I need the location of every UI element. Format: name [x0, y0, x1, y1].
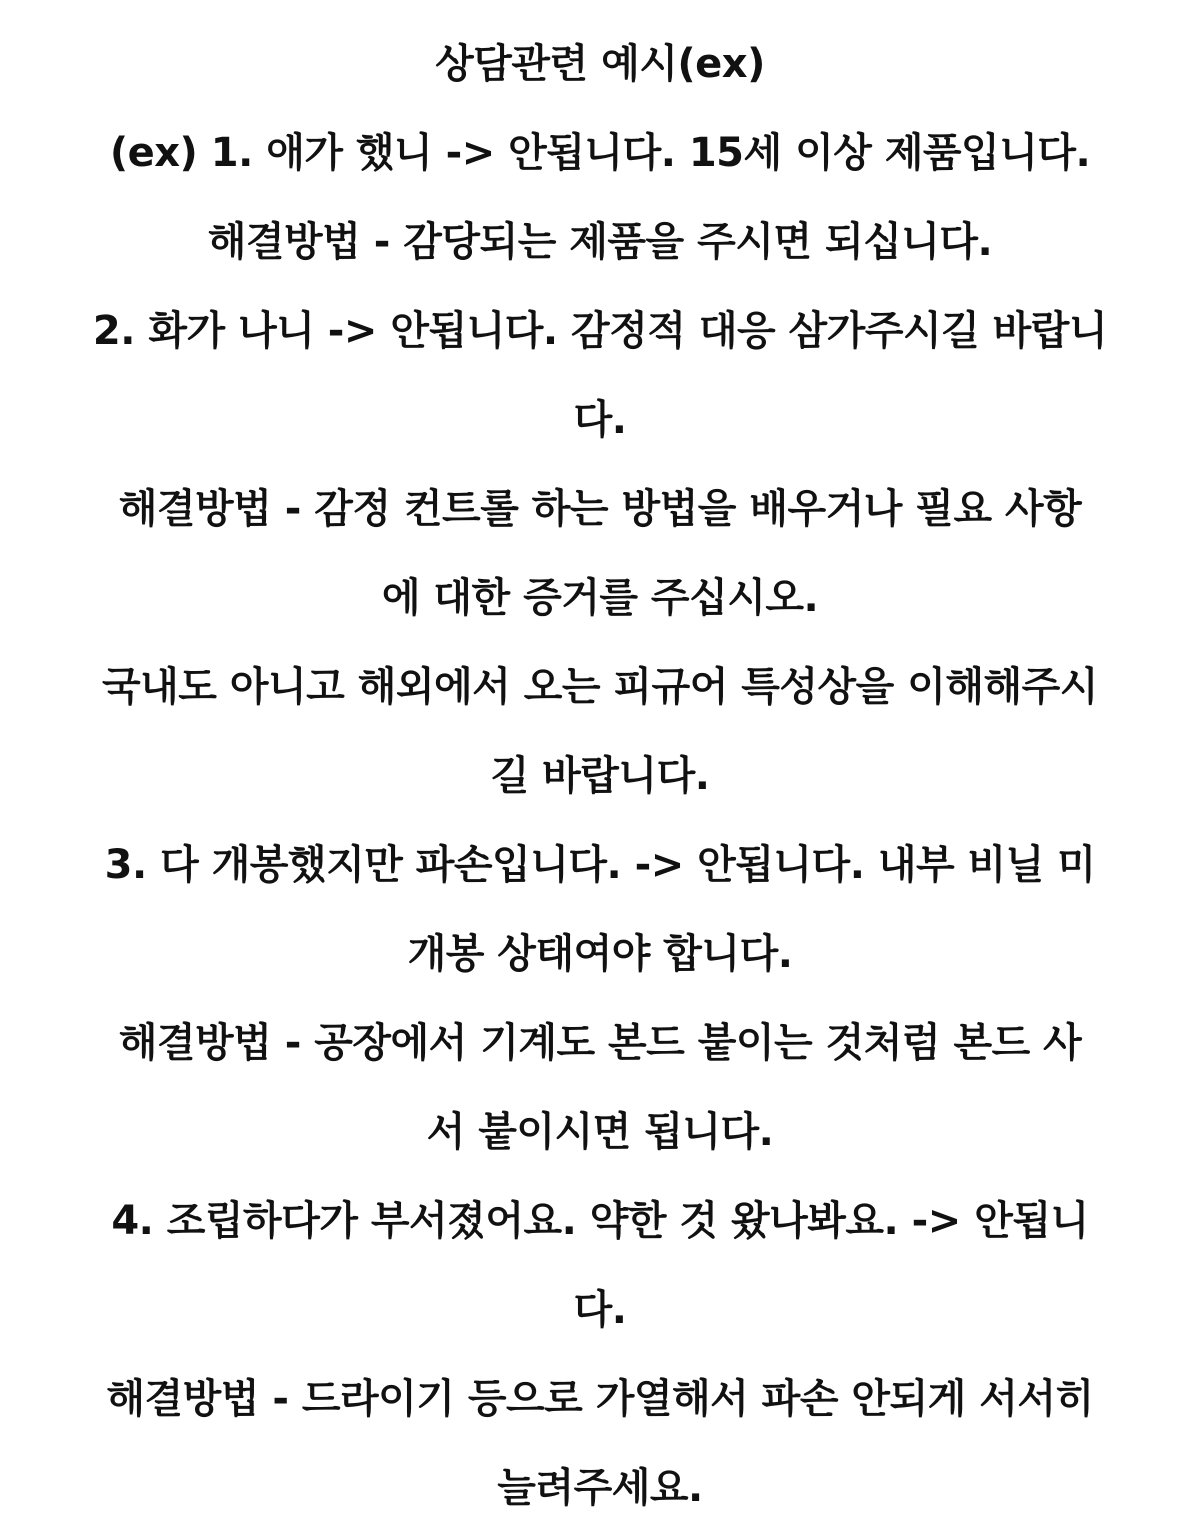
example-2-note-cont: 길 바랍니다. [490, 753, 710, 799]
example-4-question: 4. 조립하다가 부서졌어요. 약한 것 왔나봐요. -> 안됩니 [111, 1198, 1089, 1244]
example-4-solution-cont: 늘려주세요. [497, 1465, 703, 1511]
example-4-solution: 해결방법 - 드라이기 등으로 가열해서 파손 안되게 서서히 [106, 1376, 1094, 1422]
example-2-solution: 해결방법 - 감정 컨트롤 하는 방법을 배우거나 필요 사항 [118, 486, 1082, 532]
example-1-solution: 해결방법 - 감당되는 제품을 주시면 되십니다. [207, 219, 993, 265]
example-1-question: (ex) 1. 애가 했니 -> 안됩니다. 15세 이상 제품입니다. [109, 130, 1091, 176]
example-4-question-cont: 다. [573, 1287, 627, 1333]
document-title: 상담관련 예시(ex) [435, 41, 765, 87]
example-3-solution-cont: 서 붙이시면 됩니다. [426, 1109, 774, 1155]
example-3-question: 3. 다 개봉했지만 파손입니다. -> 안됩니다. 내부 비닐 미 [104, 842, 1096, 888]
example-2-question: 2. 화가 나니 -> 안됩니다. 감정적 대응 삼가주시길 바랍니 [92, 308, 1108, 354]
example-2-solution-cont: 에 대한 증거를 주십시오. [381, 575, 819, 621]
example-3-solution: 해결방법 - 공장에서 기계도 본드 붙이는 것처럼 본드 사 [118, 1020, 1082, 1066]
example-3-question-cont: 개봉 상태여야 합니다. [407, 931, 793, 977]
example-2-note: 국내도 아니고 해외에서 오는 피규어 특성상을 이해해주시 [102, 664, 1098, 710]
example-2-question-cont: 다. [573, 397, 627, 443]
